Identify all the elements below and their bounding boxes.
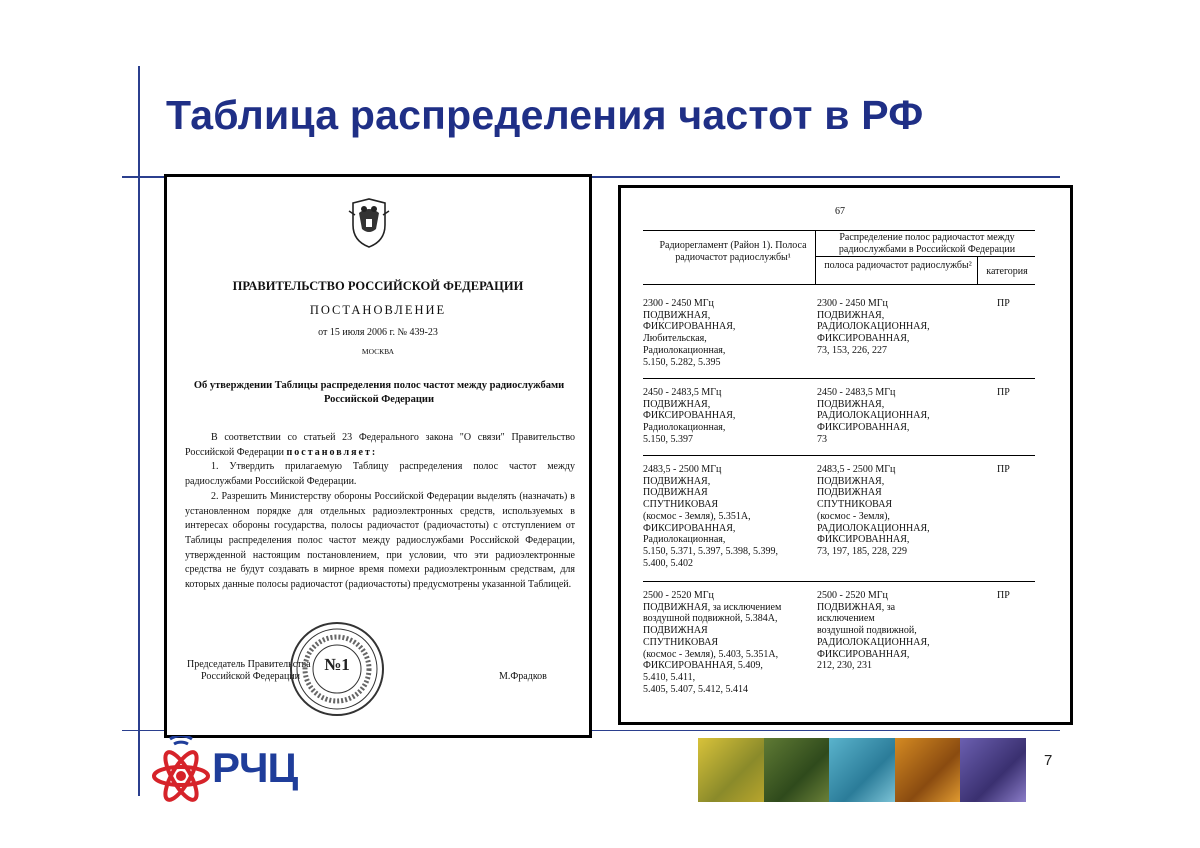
preamble-text: В соответствии со статьей 23 Федерального закона "О связи" Правительство Российской Федерации — [185, 432, 575, 458]
seal-number: №1 — [324, 655, 350, 674]
banner-tile-phone — [960, 738, 1026, 802]
category-cell: ПР — [997, 298, 1010, 309]
row-divider — [643, 455, 1035, 456]
signer-title-line-1: Председатель Правительства — [187, 659, 311, 670]
category-cell: ПР — [997, 464, 1010, 475]
item-2-paragraph: 2. Разрешить Министерству обороны Российской Федерации выделять (назначать) в установленном порядке для отдельных радиоэлектронных средств, используемых в интересах обороны государства, полосы радиочастот (радиочастоты) с отступлением от Таблицы распределения полос частот между радиослужбами Российской Федерации, утвержденной настоящим постановлением, при условии, что эти радиоэлектронные средства не будут создавать в мирное время помехи радиоэлектронным средствам, для которых данные полосы радиочастот (радиочастоты) предусмотрены указанной Таблицей. — [185, 490, 575, 591]
decree-word: постановляет: — [286, 446, 378, 458]
government-heading: ПРАВИТЕЛЬСТВО РОССИЙСКОЙ ФЕДЕРАЦИИ — [232, 279, 524, 293]
document-date: от 15 июля 2006 г. № 439-23 — [318, 327, 438, 338]
rr-cell: 2450 - 2483,5 МГц ПОДВИЖНАЯ, ФИКСИРОВАННАЯ, Радиолокационная, 5.150, 5.397 — [643, 387, 736, 445]
document-body — [185, 431, 575, 593]
preamble-paragraph — [185, 431, 575, 460]
item-1-paragraph: 1. Утвердить прилагаемую Таблицу распределения полос частот между радиослужбами Российской Федерации. — [185, 461, 575, 488]
table-top-rule — [643, 230, 1035, 231]
rf-cell: 2483,5 - 2500 МГц ПОДВИЖНАЯ, ПОДВИЖНАЯ СПУТНИКОВАЯ (космос - Земля), РАДИОЛОКАЦИОННАЯ, ФИКСИРОВАННАЯ, 73, 197, 185, 228, 229 — [817, 464, 930, 557]
atom-star-icon — [150, 736, 212, 804]
category-cell: ПР — [997, 590, 1010, 601]
banner-tile-building — [829, 738, 895, 802]
rr-cell: 2500 - 2520 МГц ПОДВИЖНАЯ, за исключением воздушной подвижной, 5.384А, ПОДВИЖНАЯ СПУТНИКОВАЯ (космос - Земля), 5.403, 5.351А, ФИКСИРОВАННАЯ, 5.409, 5.410, 5.411, 5.405, 5.407, 5.412, 5.414 — [643, 590, 782, 695]
header-col-rf: Распределение полос радиочастот между радиослужбами в Российской Федерации — [838, 232, 1016, 255]
photo-banner — [698, 738, 1026, 802]
banner-tile-soldier — [764, 738, 830, 802]
rf-cell: 2500 - 2520 МГц ПОДВИЖНАЯ, за исключением воздушной подвижной, РАДИОЛОКАЦИОННАЯ, ФИКСИРОВАННАЯ, 212, 230, 231 — [817, 590, 930, 672]
header-col-category: категория — [986, 266, 1028, 277]
signer-name: М.Фрадков — [499, 671, 547, 682]
rchc-logo — [150, 736, 310, 804]
slide-title: Таблица распределения частот в РФ — [166, 92, 924, 138]
rf-cell: 2450 - 2483,5 МГц ПОДВИЖНАЯ, РАДИОЛОКАЦИОННАЯ, ФИКСИРОВАННАЯ, 73 — [817, 387, 930, 445]
rr-cell: 2300 - 2450 МГц ПОДВИЖНАЯ, ФИКСИРОВАННАЯ, Любительская, Радиолокационная, 5.150, 5.282, 5.395 — [643, 298, 736, 368]
row-divider — [643, 378, 1035, 379]
document-city: МОСКВА — [361, 347, 395, 356]
rf-cell: 2300 - 2450 МГц ПОДВИЖНАЯ, РАДИОЛОКАЦИОННАЯ, ФИКСИРОВАННАЯ, 73, 153, 226, 227 — [817, 298, 930, 356]
table-header-bottom-rule — [643, 284, 1035, 285]
row-divider — [643, 581, 1035, 582]
official-seal — [289, 621, 385, 717]
decree-document — [164, 174, 592, 738]
signer-title-line-2: Российской Федерации — [201, 671, 301, 682]
logo-text: РЧЦ — [212, 744, 298, 791]
slide-number: 7 — [1044, 752, 1053, 769]
page-number: 67 — [835, 206, 845, 217]
banner-tile-industry — [698, 738, 764, 802]
header-col-band: полоса радиочастот радиослужбы² — [824, 260, 972, 271]
document-subject: Об утверждении Таблицы распределения полос частот между радиослужбами Российской Федерации — [193, 380, 565, 405]
banner-tile-refinery — [895, 738, 961, 802]
document-type: ПОСТАНОВЛЕНИЕ — [309, 303, 447, 317]
rr-cell: 2483,5 - 2500 МГц ПОДВИЖНАЯ, ПОДВИЖНАЯ СПУТНИКОВАЯ (космос - Земля), 5.351А, ФИКСИРОВАННАЯ, Радиолокационная, 5.150, 5.371, 5.397, 5.398, 5.399, 5.400, 5.402 — [643, 464, 778, 569]
category-cell: ПР — [997, 387, 1010, 398]
coat-of-arms-icon — [345, 195, 393, 251]
header-col-rr: Радиорегламент (Район 1). Полоса радиочастот радиослужбы¹ — [659, 240, 807, 263]
table-subheader-rule — [815, 256, 1035, 257]
frequency-table-page — [618, 185, 1073, 725]
